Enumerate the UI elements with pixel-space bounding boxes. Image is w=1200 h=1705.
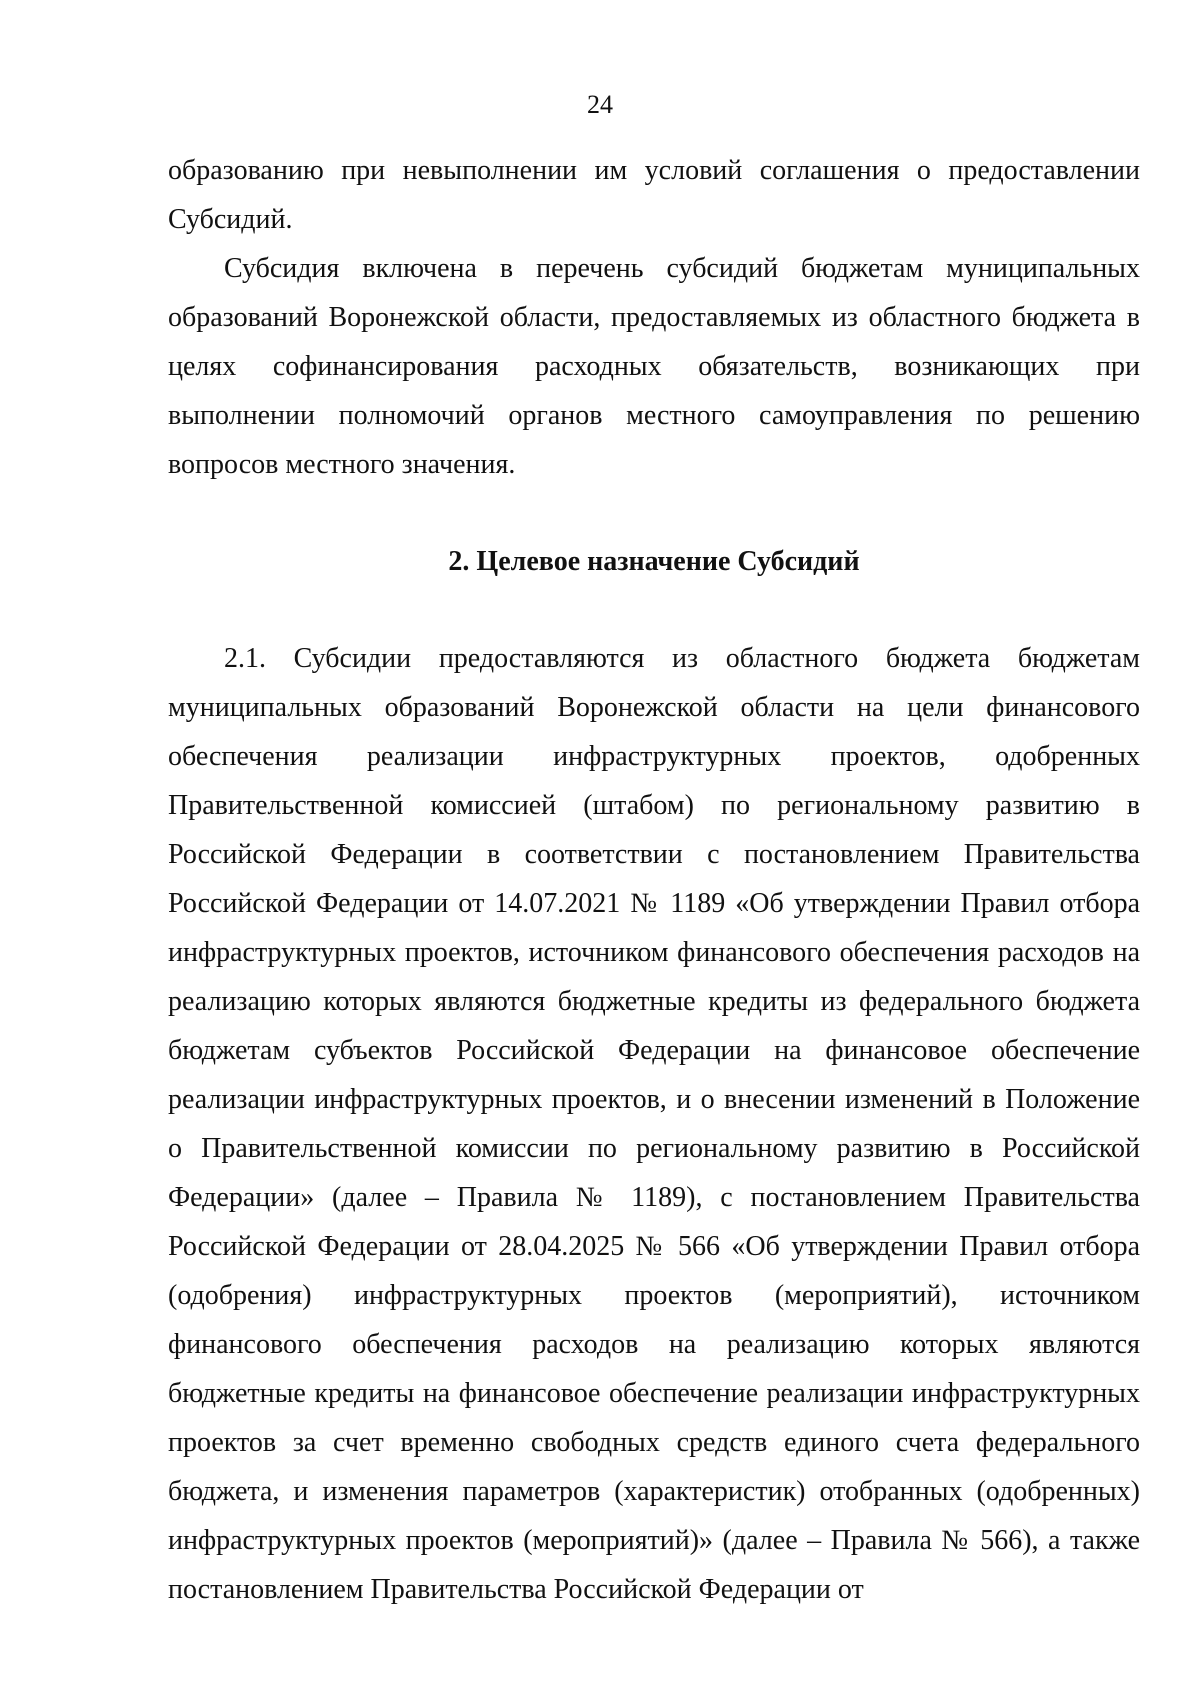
paragraph-2-1: 2.1. Субсидии предоставляются из областного бюджета бюджетам муниципальных образований Воронежской области на цели финансового обеспечения реализации инфраструктурных проектов, одобренных Правительственной комиссией (штабом) по региональному развитию в Российской Федерации в соответствии с постановлением Правительства Российской Федерации от 14.07.2021 № 1189 «Об утверждении Правил отбора инфраструктурных проектов, источником финансового обеспечения расходов на реализацию которых являются бюджетные кредиты из федерального бюджета бюджетам субъектов Российской Федерации на финансовое обеспечение реализации инфраструктурных проектов, и о внесении изменений в Положение о Правительственной комиссии по региональному развитию в Российской Федерации» (далее – Правила № 1189), с постановлением Правительства Российской Федерации от 28.04.2025 № 566 «Об утверждении Правил отбора (одобрения) инфраструктурных проектов (мероприятий), источником финансового обеспечения расходов на реализацию которых являются бюджетные кредиты на финансовое обеспечение реализации инфраструктурных проектов за счет временно свободных средств единого счета федерального бюджета, и изменения параметров (характеристик) отобранных (одобренных) инфраструктурных проектов (мероприятий)» (далее – Правила № 566), а также постановлением Правительства Российской Федерации от [168, 643, 1140, 1605]
document-body [168, 146, 1140, 1614]
page-number: 24 [587, 90, 613, 119]
paragraph-continuation: образованию при невыполнении им условий соглашения о предоставлении Субсидий. [168, 155, 1140, 235]
section-heading: 2. Целевое назначение Субсидий [448, 546, 860, 577]
paragraph-subsidy-list: Субсидия включена в перечень субсидий бюджетам муниципальных образований Воронежской области, предоставляемых из областного бюджета в целях софинансирования расходных обязательств, возникающих при выполнении полномочий органов местного самоуправления по решению вопросов местного значения. [168, 253, 1140, 480]
